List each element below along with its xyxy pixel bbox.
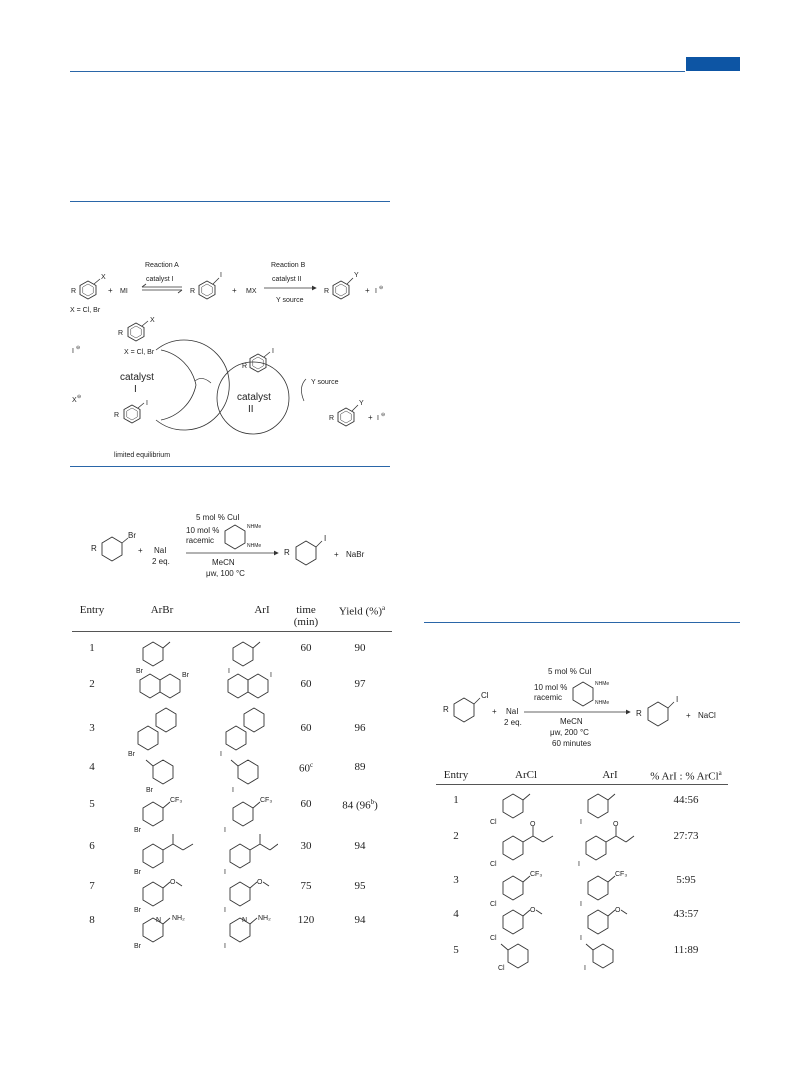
svg-text:CF₃: CF₃ — [260, 797, 273, 804]
page-tag — [686, 57, 740, 71]
svg-text:I: I — [580, 901, 582, 908]
svg-text:I: I — [270, 672, 272, 679]
svg-text:NaI: NaI — [154, 546, 167, 555]
svg-text:I: I — [578, 861, 580, 868]
svg-text:I: I — [584, 965, 586, 972]
svg-text:O: O — [530, 821, 536, 828]
svg-text:Y source: Y source — [311, 379, 339, 386]
scheme3-top-rule — [424, 622, 740, 623]
svg-text:NaI: NaI — [506, 707, 519, 716]
svg-text:Br: Br — [134, 907, 141, 914]
svg-text:60 minutes: 60 minutes — [552, 739, 592, 748]
svg-text:NHMe: NHMe — [595, 681, 610, 687]
nabr-byproduct: NaBr — [346, 550, 365, 559]
svg-text:I: I — [676, 695, 679, 704]
svg-text:CF₃: CF₃ — [170, 797, 183, 804]
svg-text:R: R — [324, 288, 330, 295]
svg-text:MeCN: MeCN — [212, 558, 235, 567]
svg-text:Br: Br — [182, 672, 189, 679]
svg-text:CF₃: CF₃ — [530, 871, 543, 878]
table1-header-time: time (min) — [293, 604, 319, 628]
svg-text:Y: Y — [354, 272, 359, 279]
table1-header-entry: Entry — [79, 604, 105, 616]
scheme1-bottom-rule — [70, 466, 390, 467]
scheme1-top-rule — [70, 201, 390, 202]
table2-arcl-results: Entry ArCl ArI % ArI : % ArCl$^a$ 1 44:56 2 27:73 3 5:95 4 43:57 5 11:89 — [436, 766, 736, 966]
svg-text:I: I — [377, 415, 379, 422]
svg-text:Br: Br — [128, 751, 135, 758]
svg-text:+: + — [334, 550, 339, 559]
reaction-b-label: Reaction B — [271, 262, 306, 269]
svg-text:R: R — [443, 705, 449, 714]
svg-text:X: X — [72, 397, 77, 404]
catalyst-i-label: catalyst I — [146, 276, 174, 283]
scheme1-halogen-exchange — [66, 255, 396, 465]
svg-text:Cl: Cl — [490, 861, 497, 868]
y-source-label: Y source — [276, 297, 304, 304]
svg-text:R: R — [114, 412, 120, 419]
svg-text:NHMe: NHMe — [247, 543, 262, 549]
svg-text:Br: Br — [134, 827, 141, 834]
svg-text:R: R — [636, 709, 642, 718]
header-rule — [70, 71, 685, 72]
svg-text:X: X — [150, 317, 155, 324]
svg-text:Cl: Cl — [498, 965, 505, 972]
x-definition: X = Cl, Br — [70, 307, 101, 314]
svg-text:R: R — [329, 415, 335, 422]
svg-text:I: I — [146, 400, 148, 407]
svg-text:I: I — [580, 935, 582, 942]
svg-text:Br: Br — [136, 668, 143, 675]
svg-text:⊖: ⊖ — [379, 285, 384, 291]
svg-text:+: + — [686, 711, 691, 720]
svg-text:I: I — [375, 288, 377, 295]
nacl-byproduct: NaCl — [698, 711, 716, 720]
svg-text:O: O — [613, 821, 619, 828]
svg-text:CF₃: CF₃ — [615, 871, 628, 878]
svg-text:O: O — [257, 879, 263, 886]
svg-text:racemic: racemic — [534, 693, 563, 702]
svg-text:O: O — [530, 907, 536, 914]
svg-text:I: I — [224, 907, 226, 914]
svg-text:Br: Br — [128, 531, 136, 540]
cui-reagent-2: 5 mol % CuI — [548, 667, 592, 676]
svg-text:+: + — [232, 286, 237, 295]
mx-label: MX — [246, 288, 257, 295]
svg-text:+: + — [138, 546, 143, 555]
svg-text:2 eq.: 2 eq. — [504, 718, 522, 727]
table2-header-arcl: ArCl — [515, 769, 537, 781]
svg-text:X = Cl, Br: X = Cl, Br — [124, 349, 155, 356]
svg-text:Y: Y — [359, 400, 364, 407]
r-group-label: R — [71, 288, 77, 295]
table2-header-ari: ArI — [602, 769, 618, 781]
conditions-200c: μw, 200 °C — [550, 728, 589, 737]
svg-text:R: R — [284, 548, 290, 557]
table1-header-ari: ArI — [254, 604, 270, 616]
svg-text:I: I — [324, 534, 327, 543]
svg-text:Cl: Cl — [490, 901, 497, 908]
svg-text:I: I — [224, 943, 226, 950]
svg-text:I: I — [580, 819, 582, 826]
table1-arbr-results: Entry ArBr ArI time (min) Yield (%)$^a$ 1 60 90 2 60 97 3 60 96 4 60$^c$ 89 5 60 84 (96$^b$) 6 30 94 7 75 95 8 120 94 — [72, 598, 392, 958]
svg-text:I: I — [220, 272, 222, 279]
table2-header-ratio: % ArI : % ArCl$^a$ — [650, 769, 722, 783]
svg-text:racemic: racemic — [186, 536, 215, 545]
svg-text:+: + — [365, 286, 370, 295]
svg-text:10 mol %: 10 mol % — [186, 526, 220, 535]
svg-text:N: N — [156, 917, 162, 924]
svg-text:I: I — [224, 827, 226, 834]
svg-text:Br: Br — [134, 943, 141, 950]
plus-sign: + — [108, 286, 113, 295]
svg-text:I: I — [72, 348, 74, 355]
svg-text:R: R — [91, 544, 97, 553]
svg-text:NH₂: NH₂ — [172, 915, 185, 922]
table1-header-arbr: ArBr — [150, 604, 174, 616]
halide-label: X — [101, 274, 106, 281]
svg-text:⊖: ⊖ — [381, 412, 386, 418]
svg-text:Cl: Cl — [490, 935, 497, 942]
catalyst-i-cycle-label: catalyst — [120, 372, 154, 383]
svg-text:I: I — [224, 869, 226, 876]
svg-text:R: R — [118, 330, 124, 337]
catalyst-ii-label: catalyst II — [272, 276, 302, 283]
mi-label: MI — [120, 288, 128, 295]
svg-text:MeCN: MeCN — [560, 717, 583, 726]
svg-text:+: + — [492, 707, 497, 716]
svg-text:Br: Br — [134, 869, 141, 876]
catalyst-ii-cycle-label: catalyst — [237, 392, 271, 403]
limited-equilibrium-label: limited equilibrium — [114, 452, 171, 459]
table1-structures — [128, 630, 278, 950]
svg-text:Cl: Cl — [481, 691, 489, 700]
svg-text:Br: Br — [146, 787, 153, 794]
cui-reagent: 5 mol % CuI — [196, 513, 240, 522]
table2-structures — [488, 782, 638, 972]
svg-text:O: O — [170, 879, 176, 886]
svg-text:R: R — [190, 288, 196, 295]
svg-text:Cl: Cl — [490, 819, 497, 826]
svg-text:NH₂: NH₂ — [258, 915, 271, 922]
svg-text:NHMe: NHMe — [595, 700, 610, 706]
reaction-a-label: Reaction A — [145, 262, 179, 269]
svg-text:I: I — [272, 348, 274, 355]
svg-text:⊖: ⊖ — [77, 394, 82, 400]
svg-text:I: I — [228, 668, 230, 675]
svg-text:R: R — [242, 363, 248, 370]
svg-text:+: + — [368, 413, 373, 422]
svg-text:I: I — [232, 787, 234, 794]
scheme2-bromide-conversion — [88, 505, 388, 585]
svg-text:10 mol %: 10 mol % — [534, 683, 568, 692]
svg-text:N: N — [242, 917, 248, 924]
conditions-100c: μw, 100 °C — [206, 569, 245, 578]
svg-text:O: O — [615, 907, 621, 914]
svg-text:II: II — [248, 404, 254, 415]
svg-text:⊖: ⊖ — [76, 345, 81, 351]
svg-text:I: I — [134, 384, 137, 395]
svg-text:I: I — [220, 751, 222, 758]
table1-header-yield: Yield (%)$^a$ — [338, 604, 386, 618]
table2-header-entry: Entry — [443, 769, 469, 781]
svg-text:NHMe: NHMe — [247, 524, 262, 530]
svg-text:2 eq.: 2 eq. — [152, 557, 170, 566]
scheme3-chloride-conversion — [440, 662, 740, 750]
